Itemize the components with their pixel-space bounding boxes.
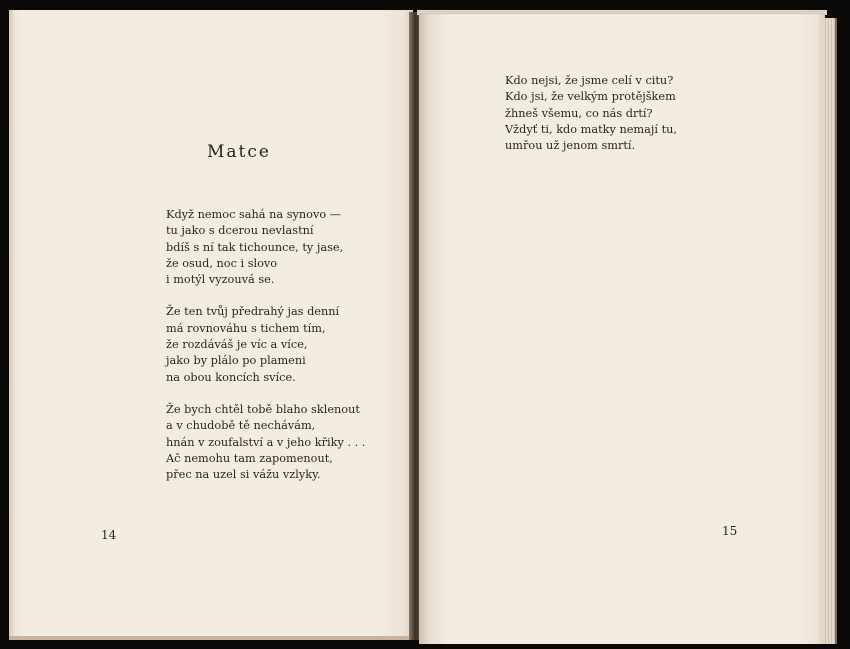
poem-line: Že bych chtěl tobě blaho sklenout [166, 402, 360, 416]
poem-line: Kdo jsi, že velkým protějškem [505, 90, 676, 104]
right-poem [505, 73, 677, 170]
stanza-4 [505, 73, 677, 154]
poem-line: i motýl vyzouvá se. [166, 273, 275, 287]
right-page [419, 14, 825, 644]
left-poem [166, 207, 365, 499]
poem-line: jako by plálo po plameni [166, 354, 306, 368]
poem-title: Matce [207, 142, 271, 162]
poem-line: a v chudobě tě nechávám, [166, 419, 316, 433]
poem-line: žhneš všemu, co nás drtí? [505, 106, 653, 120]
poem-line: umřou už jenom smrtí. [505, 139, 636, 153]
page-number-left: 14 [101, 528, 117, 542]
stanza-1 [166, 207, 365, 288]
poem-line: Vždyť ti, kdo matky nemají tu, [505, 122, 677, 136]
poem-line: bdíš s ní tak tichounce, ty jase, [166, 240, 344, 254]
poem-line: tu jako s dcerou nevlastní [166, 224, 314, 238]
open-book [5, 10, 841, 642]
poem-line: na obou koncích svíce. [166, 370, 296, 384]
page-number-right: 15 [722, 524, 738, 538]
poem-line: že osud, noc i slovo [166, 256, 278, 270]
poem-line: Ač nemohu tam zapomenout, [166, 451, 333, 465]
poem-line: hnán v zoufalství a v jeho křiky . . . [166, 435, 366, 449]
poem-line: že rozdáváš je víc a více, [166, 338, 308, 352]
poem-line: Když nemoc sahá na synovo — [166, 208, 342, 221]
poem-line: přec na uzel si vážu vzlyky. [166, 468, 321, 482]
poem-line: má rovnováhu s tichem tím, [166, 321, 326, 335]
stanza-2 [166, 304, 365, 385]
poem-line: Kdo nejsi, že jsme celí v citu? [505, 74, 674, 87]
poem-line: Že ten tvůj předrahý jas denní [166, 305, 340, 319]
stanza-3 [166, 402, 365, 483]
left-page [9, 10, 413, 640]
page-edges-right [823, 18, 837, 644]
